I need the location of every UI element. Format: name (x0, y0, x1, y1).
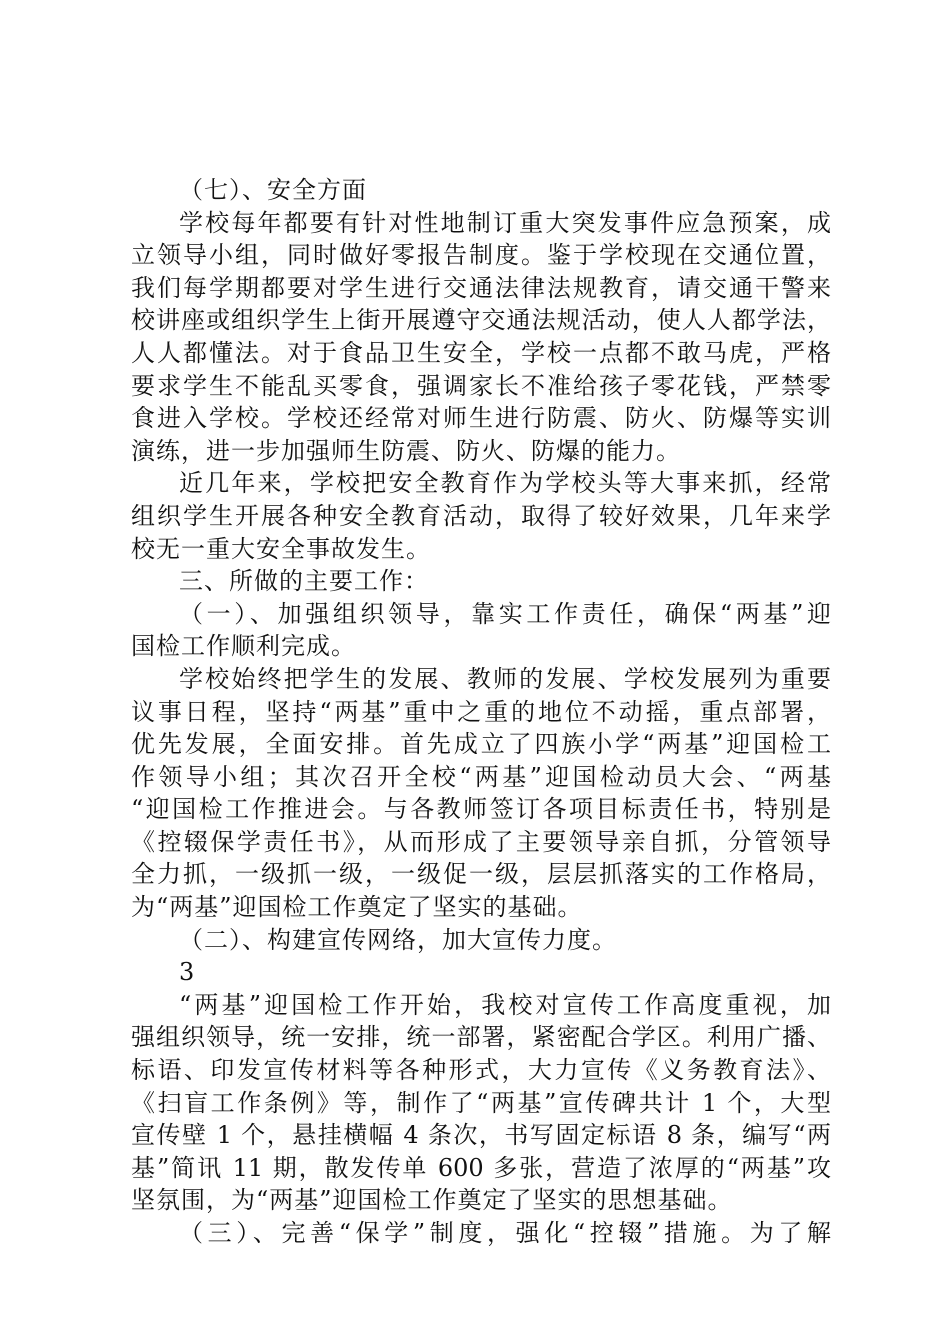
text-line: 学校每年都要有针对性地制订重大突发事件应急预案，成 (179, 208, 831, 237)
text-line: 三、所做的主要工作： (179, 567, 429, 596)
text-line: （二）、构建宣传网络，加大宣传力度。 (179, 925, 617, 954)
text-line: 全力抓，一级抓一级，一级促一级，层层抓落实的工作格局， (131, 860, 831, 889)
text-line: 国检工作顺利完成。 (131, 632, 356, 661)
text-line: 《扫盲工作条例》等，制作了“两基”宣传碑共计 1 个，大型 (131, 1088, 831, 1117)
text-line: 坚氛围，为“两基”迎国检工作奠定了坚实的思想基础。 (131, 1186, 733, 1215)
text-line: 食进入学校。学校还经常对师生进行防震、防火、防爆等实训 (131, 404, 831, 433)
text-line: 校讲座或组织学生上街开展遵守交通法规活动，使人人都学法， (131, 306, 831, 335)
text-line: “两基”迎国检工作开始，我校对宣传工作高度重视，加 (179, 990, 831, 1019)
text-line: 标语、印发宣传材料等各种形式，大力宣传《义务教育法》、 (131, 1056, 831, 1085)
text-line: 立领导小组，同时做好零报告制度。鉴于学校现在交通位置， (131, 241, 831, 270)
text-line: 优先发展，全面安排。首先成立了四族小学“两基”迎国检工 (131, 730, 831, 759)
text-line: 为“两基”迎国检工作奠定了坚实的基础。 (131, 893, 583, 922)
text-line: 近几年来，学校把安全教育作为学校头等大事来抓，经常 (179, 469, 831, 498)
text-line: （七）、安全方面 (179, 176, 367, 204)
text-line: 基”简讯 11 期，散发传单 600 多张，营造了浓厚的“两基”攻 (131, 1153, 831, 1182)
text-line: 组织学生开展各种安全教育活动，取得了较好效果，几年来学 (131, 501, 831, 530)
text-line: 演练，进一步加强师生防震、防火、防爆的能力。 (131, 436, 681, 465)
text-line: 议事日程，坚持“两基”重中之重的地位不动摇，重点部署， (131, 697, 831, 726)
text-line: 作领导小组；其次召开全校“两基”迎国检动员大会、“两基 (131, 762, 831, 791)
text-line: 《控辍保学责任书》，从而形成了主要领导亲自抓，分管领导 (131, 827, 831, 856)
text-line: 3 (179, 958, 196, 987)
text-line: 学校始终把学生的发展、教师的发展、学校发展列为重要 (179, 664, 831, 693)
text-line: “迎国检工作推进会。与各教师签订各项目标责任书，特别是 (131, 795, 831, 824)
text-line: 校无一重大安全事故发生。 (131, 534, 431, 563)
text-line: 宣传壁 1 个，悬挂横幅 4 条次，书写固定标语 8 条，编写“两 (131, 1121, 831, 1150)
text-line: 强组织领导，统一安排，统一部署，紧密配合学区。利用广播、 (131, 1023, 831, 1052)
text-line: （一）、加强组织领导，靠实工作责任，确保“两基”迎 (179, 599, 831, 628)
document-body (131, 174, 831, 1250)
text-line: 要求学生不能乱买零食，强调家长不准给孩子零花钱，严禁零 (131, 371, 831, 400)
text-line: 我们每学期都要对学生进行交通法律法规教育，请交通干警来 (131, 273, 831, 302)
text-line: 人人都懂法。对于食品卫生安全，学校一点都不敢马虎，严格 (131, 338, 831, 367)
text-line: （三）、完善“保学”制度，强化“控辍”措施。为了解 (179, 1219, 831, 1247)
